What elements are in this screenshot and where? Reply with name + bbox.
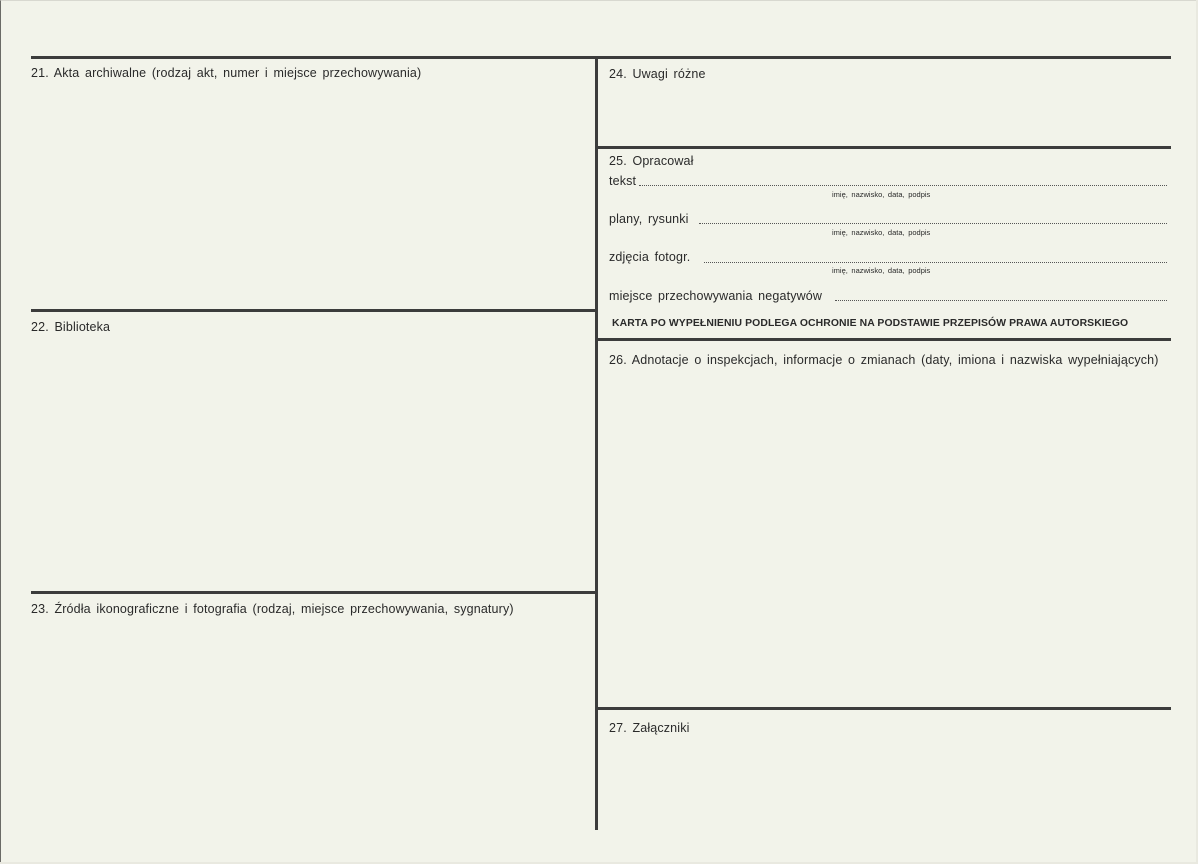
field-text-label: tekst — [609, 174, 637, 188]
divider-24-25 — [597, 146, 1171, 149]
copyright-notice: KARTA PO WYPEŁNIENIU PODLEGA OCHRONIE NA PODSTAWIE PRZEPISÓW PRAWA AUTORSKIEGO — [612, 318, 1129, 329]
section-22-title: 22. Biblioteka — [31, 320, 111, 334]
section-25-title: 25. Opracował — [609, 154, 694, 168]
divider-22-23 — [31, 591, 597, 594]
field-negatives-line[interactable] — [835, 300, 1167, 301]
top-rule — [31, 56, 1171, 59]
field-plans-hint: imię, nazwisko, data, podpis — [832, 228, 931, 237]
divider-26-27 — [597, 707, 1171, 710]
field-photos-hint: imię, nazwisko, data, podpis — [832, 266, 931, 275]
field-photos-line[interactable] — [704, 262, 1167, 263]
field-photos-label: zdjęcia fotogr. — [609, 250, 691, 264]
field-plans-line[interactable] — [699, 223, 1167, 224]
section-21-title: 21. Akta archiwalne (rodzaj akt, numer i miejsce przechowywania) — [31, 66, 422, 80]
field-text-line[interactable] — [639, 185, 1167, 186]
section-24-title: 24. Uwagi różne — [609, 67, 706, 81]
field-plans-label: plany, rysunki — [609, 212, 689, 226]
section-27-title: 27. Załączniki — [609, 721, 690, 735]
field-negatives-label: miejsce przechowywania negatywów — [609, 289, 823, 303]
divider-25-26 — [597, 338, 1171, 341]
divider-21-22 — [31, 309, 597, 312]
field-text-hint: imię, nazwisko, data, podpis — [832, 190, 931, 199]
center-divider — [595, 58, 598, 830]
section-23-title: 23. Źródła ikonograficzne i fotografia (rodzaj, miejsce przechowywania, sygnatury) — [31, 602, 514, 616]
section-26-title: 26. Adnotacje o inspekcjach, informacje o zmianach (daty, imiona i nazwiska wypełniających) — [609, 353, 1159, 367]
